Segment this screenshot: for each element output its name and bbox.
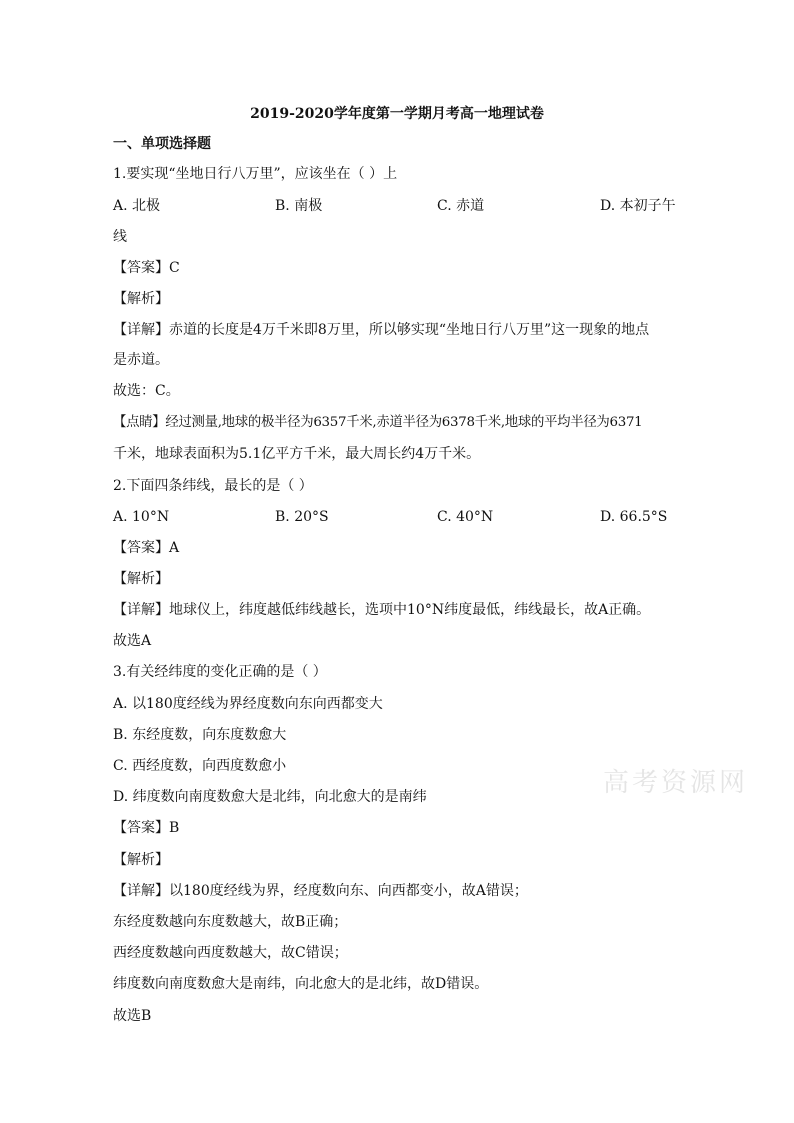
section-heading: 一、单项选择题 bbox=[113, 136, 211, 152]
q2-answer: 【答案】A bbox=[113, 540, 180, 556]
q1-analysis-heading: 【解析】 bbox=[113, 291, 169, 307]
q1-option-a: A. 北极 bbox=[113, 198, 161, 214]
q1-option-b: B. 南极 bbox=[275, 198, 323, 214]
q1-answer: 【答案】C bbox=[113, 260, 180, 276]
q3-option-a: A. 以180度经线为界经度数向东向西都变大 bbox=[113, 696, 383, 712]
page-title: 2019-2020学年度第一学期月考高一地理试卷 bbox=[250, 106, 544, 122]
watermark: 高考资源网 bbox=[603, 768, 749, 798]
q3-option-d: D. 纬度数向南度数愈大是北纬，向北愈大的是南纬 bbox=[113, 789, 427, 805]
q1-comment-line-2: 千米，地球表面积为5.1亿平方千米，最大周长约4万千米。 bbox=[113, 446, 481, 462]
q3-option-c: C. 西经度数，向西度数愈小 bbox=[113, 758, 287, 774]
q2-option-b: B. 20°S bbox=[275, 509, 329, 525]
q2-option-a: A. 10°N bbox=[113, 509, 170, 525]
q3-detail-line-3: 西经度数越向西度数越大，故C错误； bbox=[113, 945, 348, 961]
question-3-stem: 3.有关经纬度的变化正确的是（ ） bbox=[113, 664, 327, 680]
q3-detail-line-2: 东经度数越向东度数越大，故B正确； bbox=[113, 914, 348, 930]
q1-option-d-continued: 线 bbox=[113, 229, 127, 245]
q1-option-c: C. 赤道 bbox=[437, 198, 485, 214]
q1-detail-line-2: 是赤道。 bbox=[113, 352, 169, 368]
q2-analysis-heading: 【解析】 bbox=[113, 571, 169, 587]
q3-detail-line-4: 纬度数向南度数愈大是南纬，向北愈大的是北纬，故D错误。 bbox=[113, 976, 489, 992]
q1-conclusion: 故选：C。 bbox=[113, 383, 180, 399]
q1-comment-line-1: 【点睛】经过测量,地球的极半径为6357千米,赤道半径为6378千米,地球的平均半径为6371 bbox=[113, 415, 643, 430]
q2-detail: 【详解】地球仪上，纬度越低纬线越长，选项中10°N纬度最低，纬线最长，故A正确。 bbox=[113, 602, 651, 618]
q2-option-c: C. 40°N bbox=[437, 509, 494, 525]
q2-conclusion: 故选A bbox=[113, 633, 152, 649]
q3-answer: 【答案】B bbox=[113, 820, 180, 836]
q3-detail-line-1: 【详解】以180度经线为界，经度数向东、向西都变小，故A错误； bbox=[113, 883, 528, 899]
q3-analysis-heading: 【解析】 bbox=[113, 852, 169, 868]
q1-option-d: D. 本初子午 bbox=[600, 198, 676, 214]
q3-option-b: B. 东经度数，向东度数愈大 bbox=[113, 727, 287, 743]
question-2-stem: 2.下面四条纬线，最长的是（ ） bbox=[113, 478, 313, 494]
q2-option-d: D. 66.5°S bbox=[600, 509, 668, 525]
question-1-stem: 1.要实现“坐地日行八万里”，应该坐在（ ）上 bbox=[113, 166, 398, 182]
q3-conclusion: 故选B bbox=[113, 1008, 152, 1024]
q1-detail-line-1: 【详解】赤道的长度是4万千米即8万里，所以够实现“坐地日行八万里”这一现象的地点 bbox=[113, 322, 650, 338]
